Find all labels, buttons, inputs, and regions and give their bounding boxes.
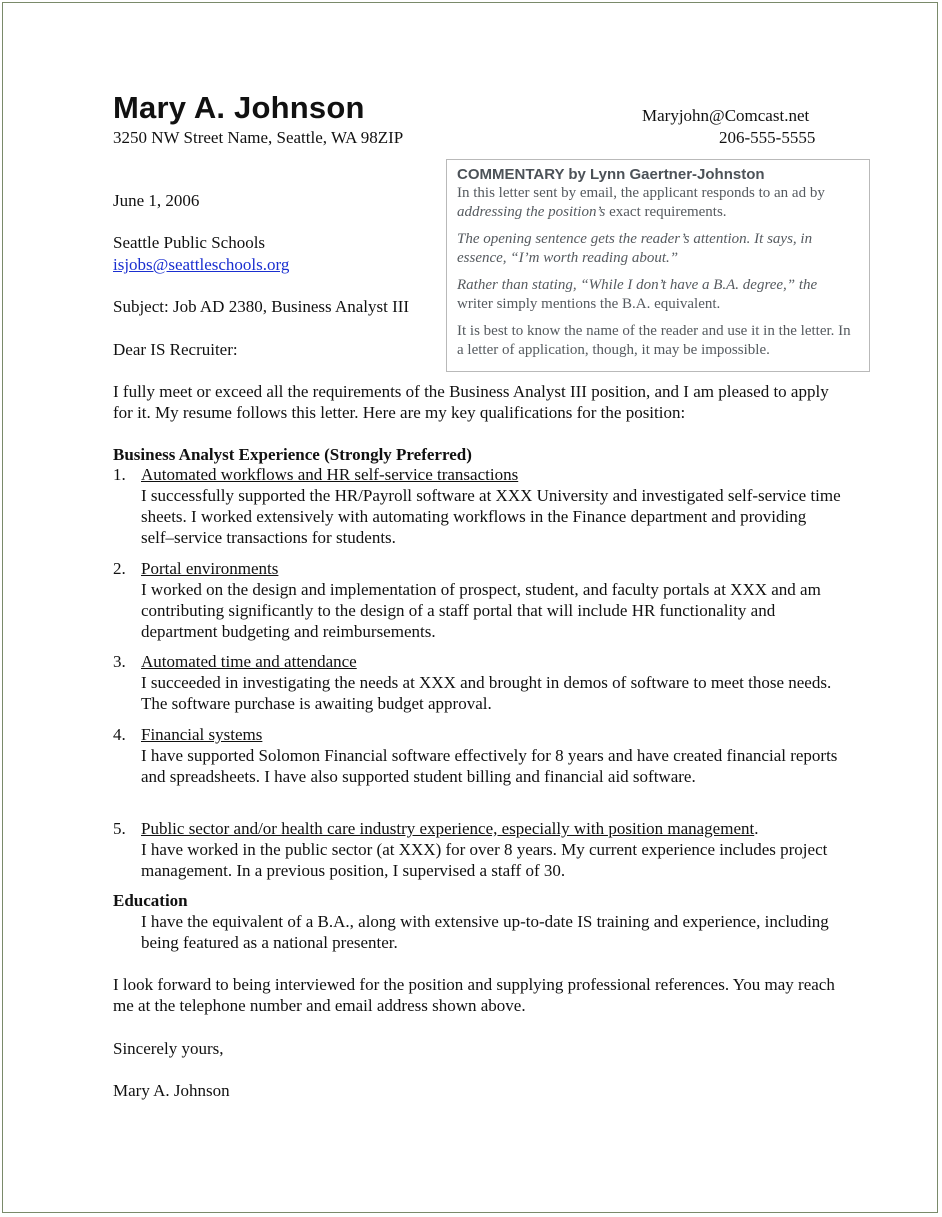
commentary-text: writer simply mentions the B.A. equivalent. <box>457 295 721 312</box>
list-item-number: 4. <box>113 725 126 744</box>
experience-heading: Business Analyst Experience (Strongly Preferred) <box>113 445 472 464</box>
list-item-title: Financial systems <box>141 725 263 744</box>
list-item-number: 2. <box>113 559 126 578</box>
list-item-number: 3. <box>113 652 126 671</box>
list-item-title-text: Public sector and/or health care industry experience, especially with position management <box>141 819 755 838</box>
list-item-body: I successfully supported the HR/Payroll software at XXX University and investigated self-service time sheets. I worked extensively with automating workflows in the Finance department and providing self–service transactions for students. <box>141 486 841 547</box>
commentary-text: In this letter sent by email, the applicant responds to an ad by <box>457 185 825 201</box>
signoff: Sincerely yours, <box>113 1039 224 1058</box>
list-item-number: 5. <box>113 819 126 838</box>
list-item-body: I have worked in the public sector (at XXX) for over 8 years. My current experience includes project management. In a previous position, I supervised a staff of 30. <box>141 840 828 880</box>
commentary-text: exact requirements. <box>605 203 727 220</box>
signature-name: Mary A. Johnson <box>113 1081 230 1100</box>
commentary-paragraph <box>457 276 859 313</box>
commentary-text-italic: addressing the position’s <box>457 203 606 220</box>
commentary-box <box>446 159 870 372</box>
list-item-title: Portal environments <box>141 559 279 578</box>
list-item-title <box>141 818 758 839</box>
commentary-text-italic: Rather than stating, “While I don’t have a B.A. degree,” the <box>457 277 818 293</box>
list-item-title: Automated time and attendance <box>141 652 357 671</box>
education-heading: Education <box>113 891 188 910</box>
recipient-organization: Seattle Public Schools <box>113 233 266 252</box>
education-body: I have the equivalent of a B.A., along with extensive up-to-date IS training and experience, including being featured as a national presenter. <box>141 912 829 952</box>
applicant-phone: 206-555-5555 <box>719 128 816 147</box>
closing-paragraph: I look forward to being interviewed for the position and supplying professional references. You may reach me at the telephone number and email address shown above. <box>113 975 835 1015</box>
applicant-address: 3250 NW Street Name, Seattle, WA 98ZIP <box>113 128 404 147</box>
list-item-body: I succeeded in investigating the needs at XXX and brought in demos of software to meet those needs. The software purchase is awaiting budget approval. <box>141 673 832 713</box>
intro-paragraph: I fully meet or exceed all the requirements of the Business Analyst III position, and I am pleased to apply for it. My resume follows this letter. Here are my key qualifications for the position: <box>113 382 829 422</box>
letter-date: June 1, 2006 <box>113 191 200 210</box>
commentary-paragraph: It is best to know the name of the reader and use it in the letter. In a letter of application, though, it may be impossible. <box>457 323 851 358</box>
applicant-email: Maryjohn@Comcast.net <box>642 106 810 125</box>
commentary-paragraph <box>457 184 859 221</box>
commentary-title: COMMENTARY by Lynn Gaertner-Johnston <box>457 166 765 183</box>
salutation: Dear IS Recruiter: <box>113 340 238 359</box>
letter-subject: Subject: Job AD 2380, Business Analyst III <box>113 297 410 316</box>
commentary-paragraph: The opening sentence gets the reader’s attention. It says, in essence, “I’m worth reading about.” <box>457 231 813 266</box>
list-item-body: I have supported Solomon Financial software effectively for 8 years and have created financial reports and spreadsheets. I have also supported student billing and financial aid software. <box>141 746 838 786</box>
list-item-title: Automated workflows and HR self-service transactions <box>141 465 519 484</box>
list-item-number: 1. <box>113 465 126 484</box>
list-item-title-suffix: . <box>754 819 759 838</box>
list-item-body: I worked on the design and implementation of prospect, student, and faculty portals at XXX and am contributing significantly to the design of a staff portal that will include HR functionality and department budgeting and reimbursements. <box>141 580 821 641</box>
applicant-name: Mary A. Johnson <box>113 90 365 125</box>
recipient-email-link[interactable]: isjobs@seattleschools.org <box>113 255 290 274</box>
